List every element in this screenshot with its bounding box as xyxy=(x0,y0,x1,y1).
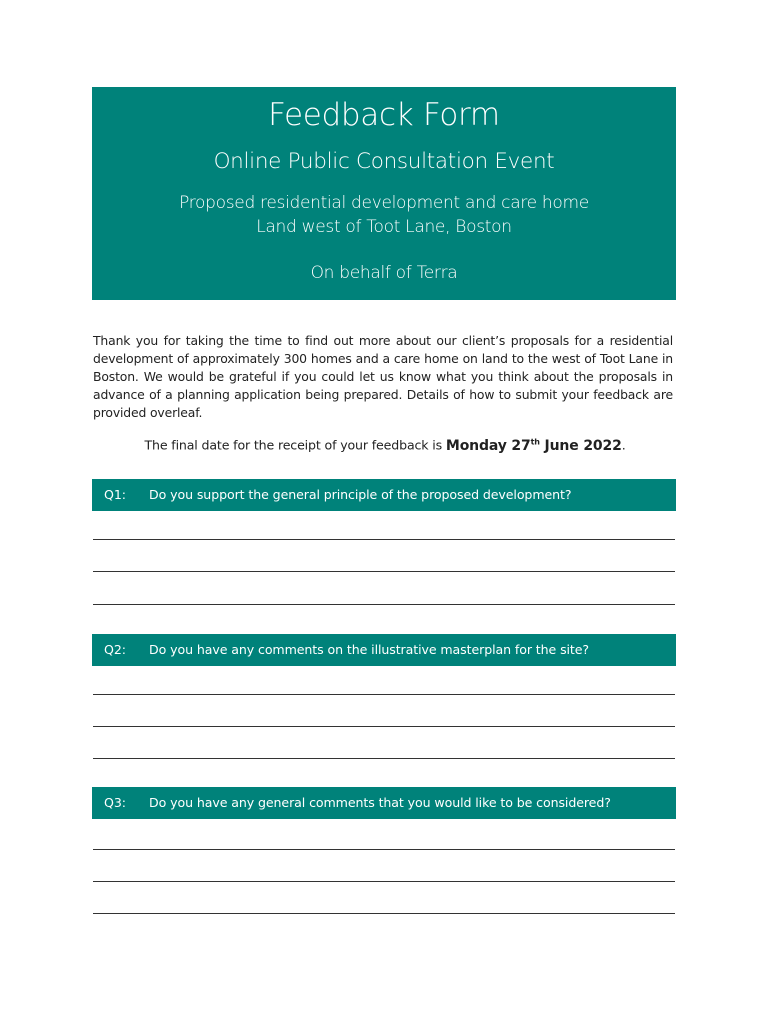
question-1-bar xyxy=(92,479,676,511)
question-3-number: Q3: xyxy=(104,795,126,810)
project-description: Proposed residential development and care home xyxy=(179,193,589,213)
q3-answer-line-3[interactable] xyxy=(93,913,675,914)
q1-answer-line-1[interactable] xyxy=(93,539,675,540)
client-name: On behalf of Terra xyxy=(310,263,458,283)
deadline-day: Monday 27 xyxy=(445,437,531,454)
form-title: Feedback Form xyxy=(268,97,500,133)
site-location: Land west of Toot Lane, Boston xyxy=(256,217,512,237)
question-3-text: Do you have any general comments that you would like to be considered? xyxy=(149,795,611,810)
deadline-month-year: June 2022 xyxy=(539,437,622,454)
question-2-text: Do you have any comments on the illustrative masterplan for the site? xyxy=(149,642,590,657)
form-header xyxy=(92,87,676,300)
question-2-number: Q2: xyxy=(104,642,126,657)
q1-answer-line-3[interactable] xyxy=(93,604,675,605)
q2-answer-line-3[interactable] xyxy=(93,758,675,759)
q2-answer-line-2[interactable] xyxy=(93,726,675,727)
deadline-notice xyxy=(0,437,770,454)
form-subtitle: Online Public Consultation Event xyxy=(213,149,555,174)
question-2-bar xyxy=(92,634,676,666)
question-1-number: Q1: xyxy=(104,487,126,502)
q1-answer-line-2[interactable] xyxy=(93,571,675,572)
deadline-date xyxy=(446,438,622,454)
q3-answer-line-1[interactable] xyxy=(93,849,675,850)
question-1-text: Do you support the general principle of the proposed development? xyxy=(149,487,572,502)
q3-answer-line-2[interactable] xyxy=(93,881,675,882)
q2-answer-line-1[interactable] xyxy=(93,694,675,695)
deadline-day-suffix: th xyxy=(530,437,540,446)
deadline-prefix: The final date for the receipt of your feedback is xyxy=(144,437,446,453)
question-3-bar xyxy=(92,787,676,819)
intro-paragraph: Thank you for taking the time to find out more about our client’s proposals for a residential development of approximately 300 homes and a care home on land to the west of Toot Lane in Boston. We would be grateful if you could let us know what you think about the proposals in advance of a planning application being prepared. Details of how to submit your feedback are provided overleaf. xyxy=(93,333,673,420)
deadline-end: . xyxy=(621,437,626,453)
